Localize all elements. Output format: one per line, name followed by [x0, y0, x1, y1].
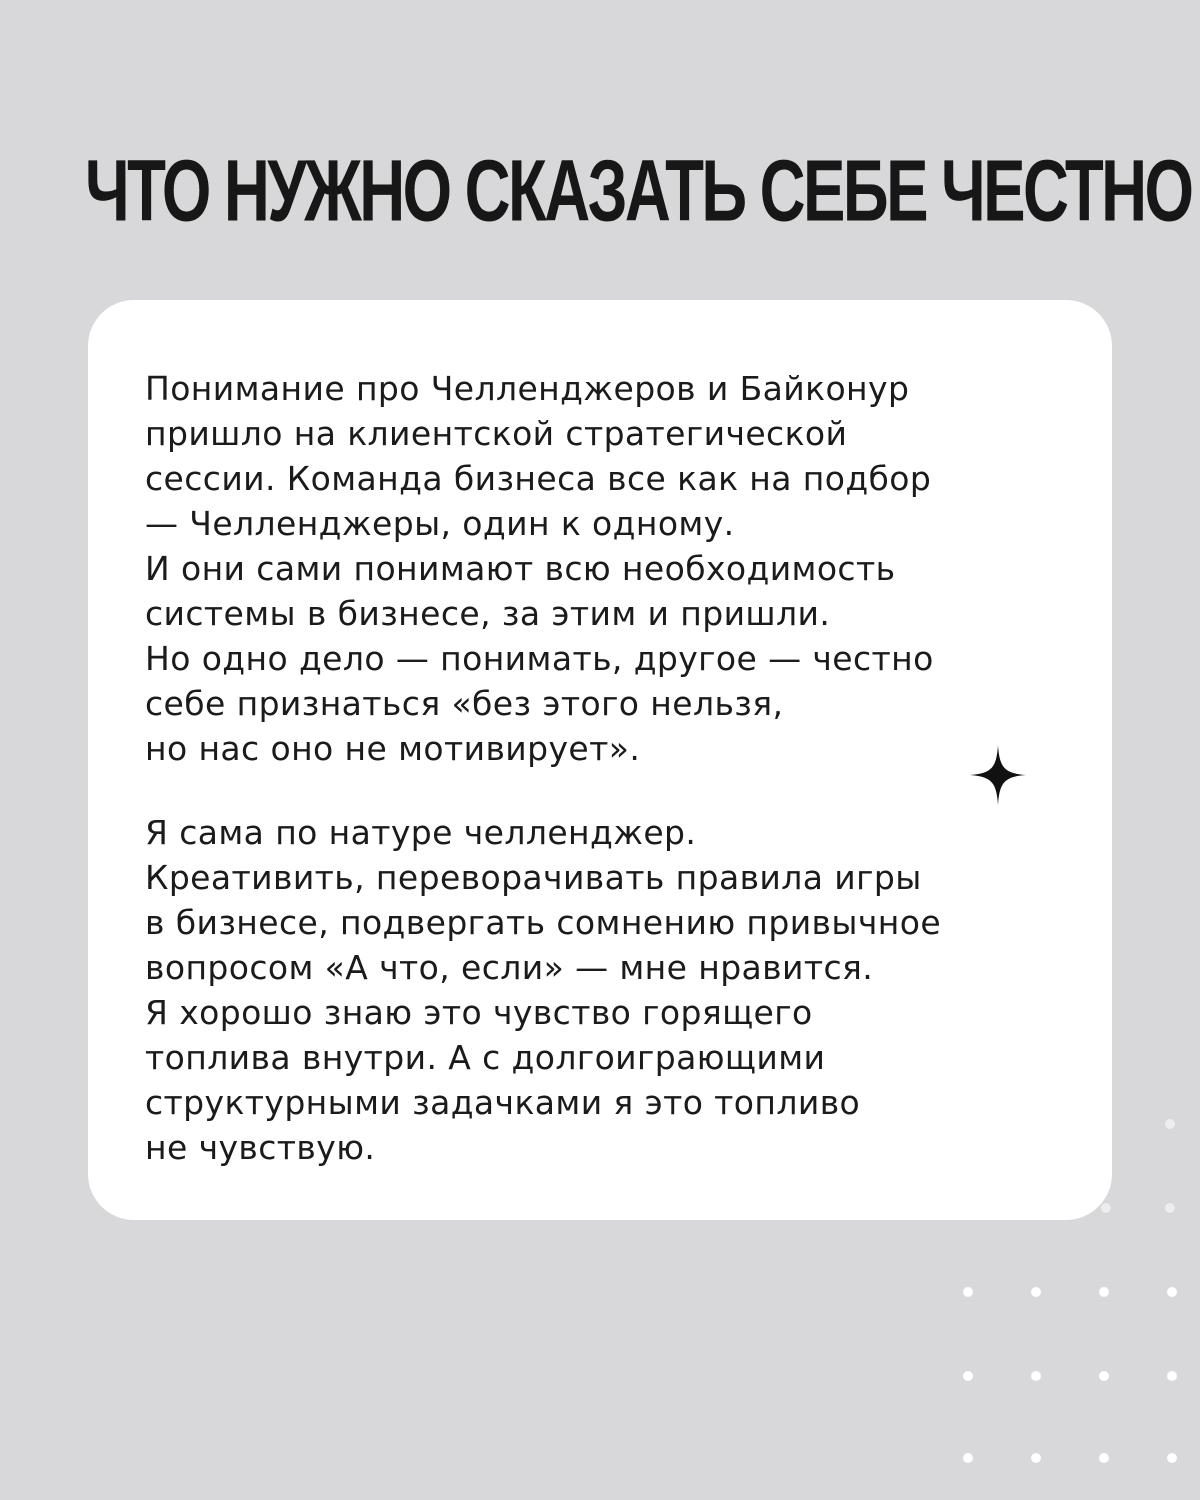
dot	[963, 1453, 973, 1463]
paragraph-1-line: но нас оно не мотивирует».	[145, 729, 641, 768]
dot	[1101, 1203, 1111, 1213]
paragraph-2-line: структурными задачками я это топливо	[145, 1083, 861, 1122]
paragraph-1-line: сессии. Команда бизнеса все как на подбор	[145, 459, 932, 498]
paragraph-2-line: Я хорошо знаю это чувство горящего	[145, 993, 813, 1032]
dot	[1165, 1119, 1175, 1129]
sparkle-star-icon	[970, 745, 1026, 805]
dot	[1167, 1371, 1177, 1381]
dot	[1099, 1453, 1109, 1463]
page-title: ЧТО НУЖНО СКАЗАТЬ СЕБЕ ЧЕСТНО	[85, 141, 1192, 240]
dot	[1167, 1287, 1177, 1297]
dot	[1165, 1203, 1175, 1213]
paragraph-1-line: И они сами понимают всю необходимость	[145, 549, 896, 588]
dot	[1031, 1371, 1041, 1381]
dot	[1167, 1453, 1177, 1463]
paragraph-2-line: Я сама по натуре челленджер.	[145, 813, 697, 852]
paragraph-1-line: Но одно дело — понимать, другое — честно	[145, 639, 934, 678]
dot	[1099, 1287, 1109, 1297]
paragraph-1-line: Понимание про Челленджеров и Байконур	[145, 369, 910, 408]
paragraph-2	[145, 810, 941, 1170]
paragraph-2-line: в бизнесе, подвергать сомнению привычное	[145, 903, 942, 942]
paragraph-1-line: системы в бизнесе, за этим и пришли.	[145, 594, 831, 633]
paragraph-2-line: не чувствую.	[145, 1128, 376, 1167]
paragraph-1-line: пришло на клиентской стратегической	[145, 414, 848, 453]
paragraph-2-line: Креативить, переворачивать правила игры	[145, 858, 922, 897]
text-card	[88, 300, 1112, 1220]
dot	[963, 1287, 973, 1297]
paragraph-1-line: — Челленджеры, один к одному.	[145, 504, 735, 543]
paragraph-1	[145, 366, 934, 771]
dot	[1031, 1453, 1041, 1463]
paragraph-1-line: себе признаться «без этого нельзя,	[145, 684, 784, 723]
dot	[1099, 1371, 1109, 1381]
paragraph-2-line: топлива внутри. А с долгоиграющими	[145, 1038, 826, 1077]
dot	[1031, 1287, 1041, 1297]
dot	[963, 1371, 973, 1381]
paragraph-2-line: вопросом «А что, если» — мне нравится.	[145, 948, 874, 987]
